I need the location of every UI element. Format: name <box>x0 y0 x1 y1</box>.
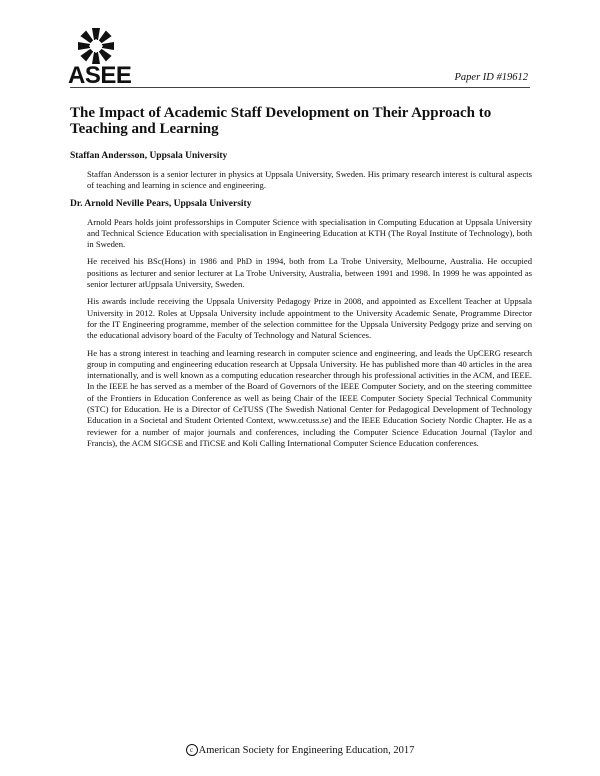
header-rule <box>70 87 530 88</box>
author-name: Dr. Arnold Neville Pears, Uppsala University <box>70 198 252 209</box>
footer <box>0 744 600 756</box>
asee-logo-text: ASEE <box>68 62 132 89</box>
footer-text: American Society for Engineering Education, 2017 <box>198 745 415 756</box>
paper-id: Paper ID #19612 <box>454 72 528 83</box>
copyright-icon: c <box>186 744 198 756</box>
author-bio <box>87 217 532 450</box>
bio-paragraph: Staffan Andersson is a senior lecturer in physics at Uppsala University, Sweden. His primary research interest is cultural aspects of teaching and learning in science and engineering. <box>87 169 532 191</box>
bio-paragraph: Arnold Pears holds joint professorships in Computer Science with specialisation in Computing Education at Uppsala University and Technical Science Education with specialisation in Engineering Education at KTH (The Royal Institute of Technology), both in Sweden. <box>87 216 532 250</box>
bio-paragraph: His awards include receiving the Uppsala University Pedagogy Prize in 2008, and appointed as Excellent Teacher at Uppsala University in 2012. Roles at Uppsala University include appointment to the University Academic Senate, Programme Director for the IT Engineering programme, member of the selection committee for the Uppsala University Pedgogy prize and serving on the educational advisory board of the Faculty of Technology and Natural Sciences. <box>87 296 532 341</box>
author-name: Staffan Andersson, Uppsala University <box>70 151 228 161</box>
author-bio <box>87 169 532 192</box>
bio-paragraph: He received his BSc(Hons) in 1986 and PhD in 1994, both from La Trobe University, Melbourne, Australia. He occupied positions as lecturer and senior lecturer at La Trobe University, Australia, between 1991 and 1998. In 1999 he was appointed as senior lecturer atUppsala University, Sweden. <box>87 256 532 290</box>
author-section-2 <box>70 198 532 450</box>
paper-title: The Impact of Academic Staff Development on Their Approach to Teaching and Learning <box>70 105 492 137</box>
author-section-1 <box>70 150 532 192</box>
author-bios <box>70 150 532 455</box>
bio-paragraph: He has a strong interest in teaching and learning research in computer science and engineering, and leads the UpCERG research group in computing and engineering education research at Uppsala University. He has published more than 40 articles in the area internationally, and is well known as a computing education researcher through his professional activities in the ACM, and IEEE. In the IEEE he has served as a member of the Board of Governors of the IEEE Computer Society, and on the steering committee of the Frontiers in Education Conference as well as being Chair of the IEEE Computer Society Special Technical Community (STC) for Education. He is a Director of CeTUSS (The Swedish National Center for Pedagogical Development of Technology Education in a Societal and Student Oriented Context, www.cetuss.se) and the IEEE Education Society Nordic Chapter. He as a reviewer for a number of major journals and conferences, including the Computer Science Education Journal (Taylor and Francis), the ACM SIGCSE and ITiCSE and Koli Calling International Computer Science Education conferences. <box>87 347 532 448</box>
